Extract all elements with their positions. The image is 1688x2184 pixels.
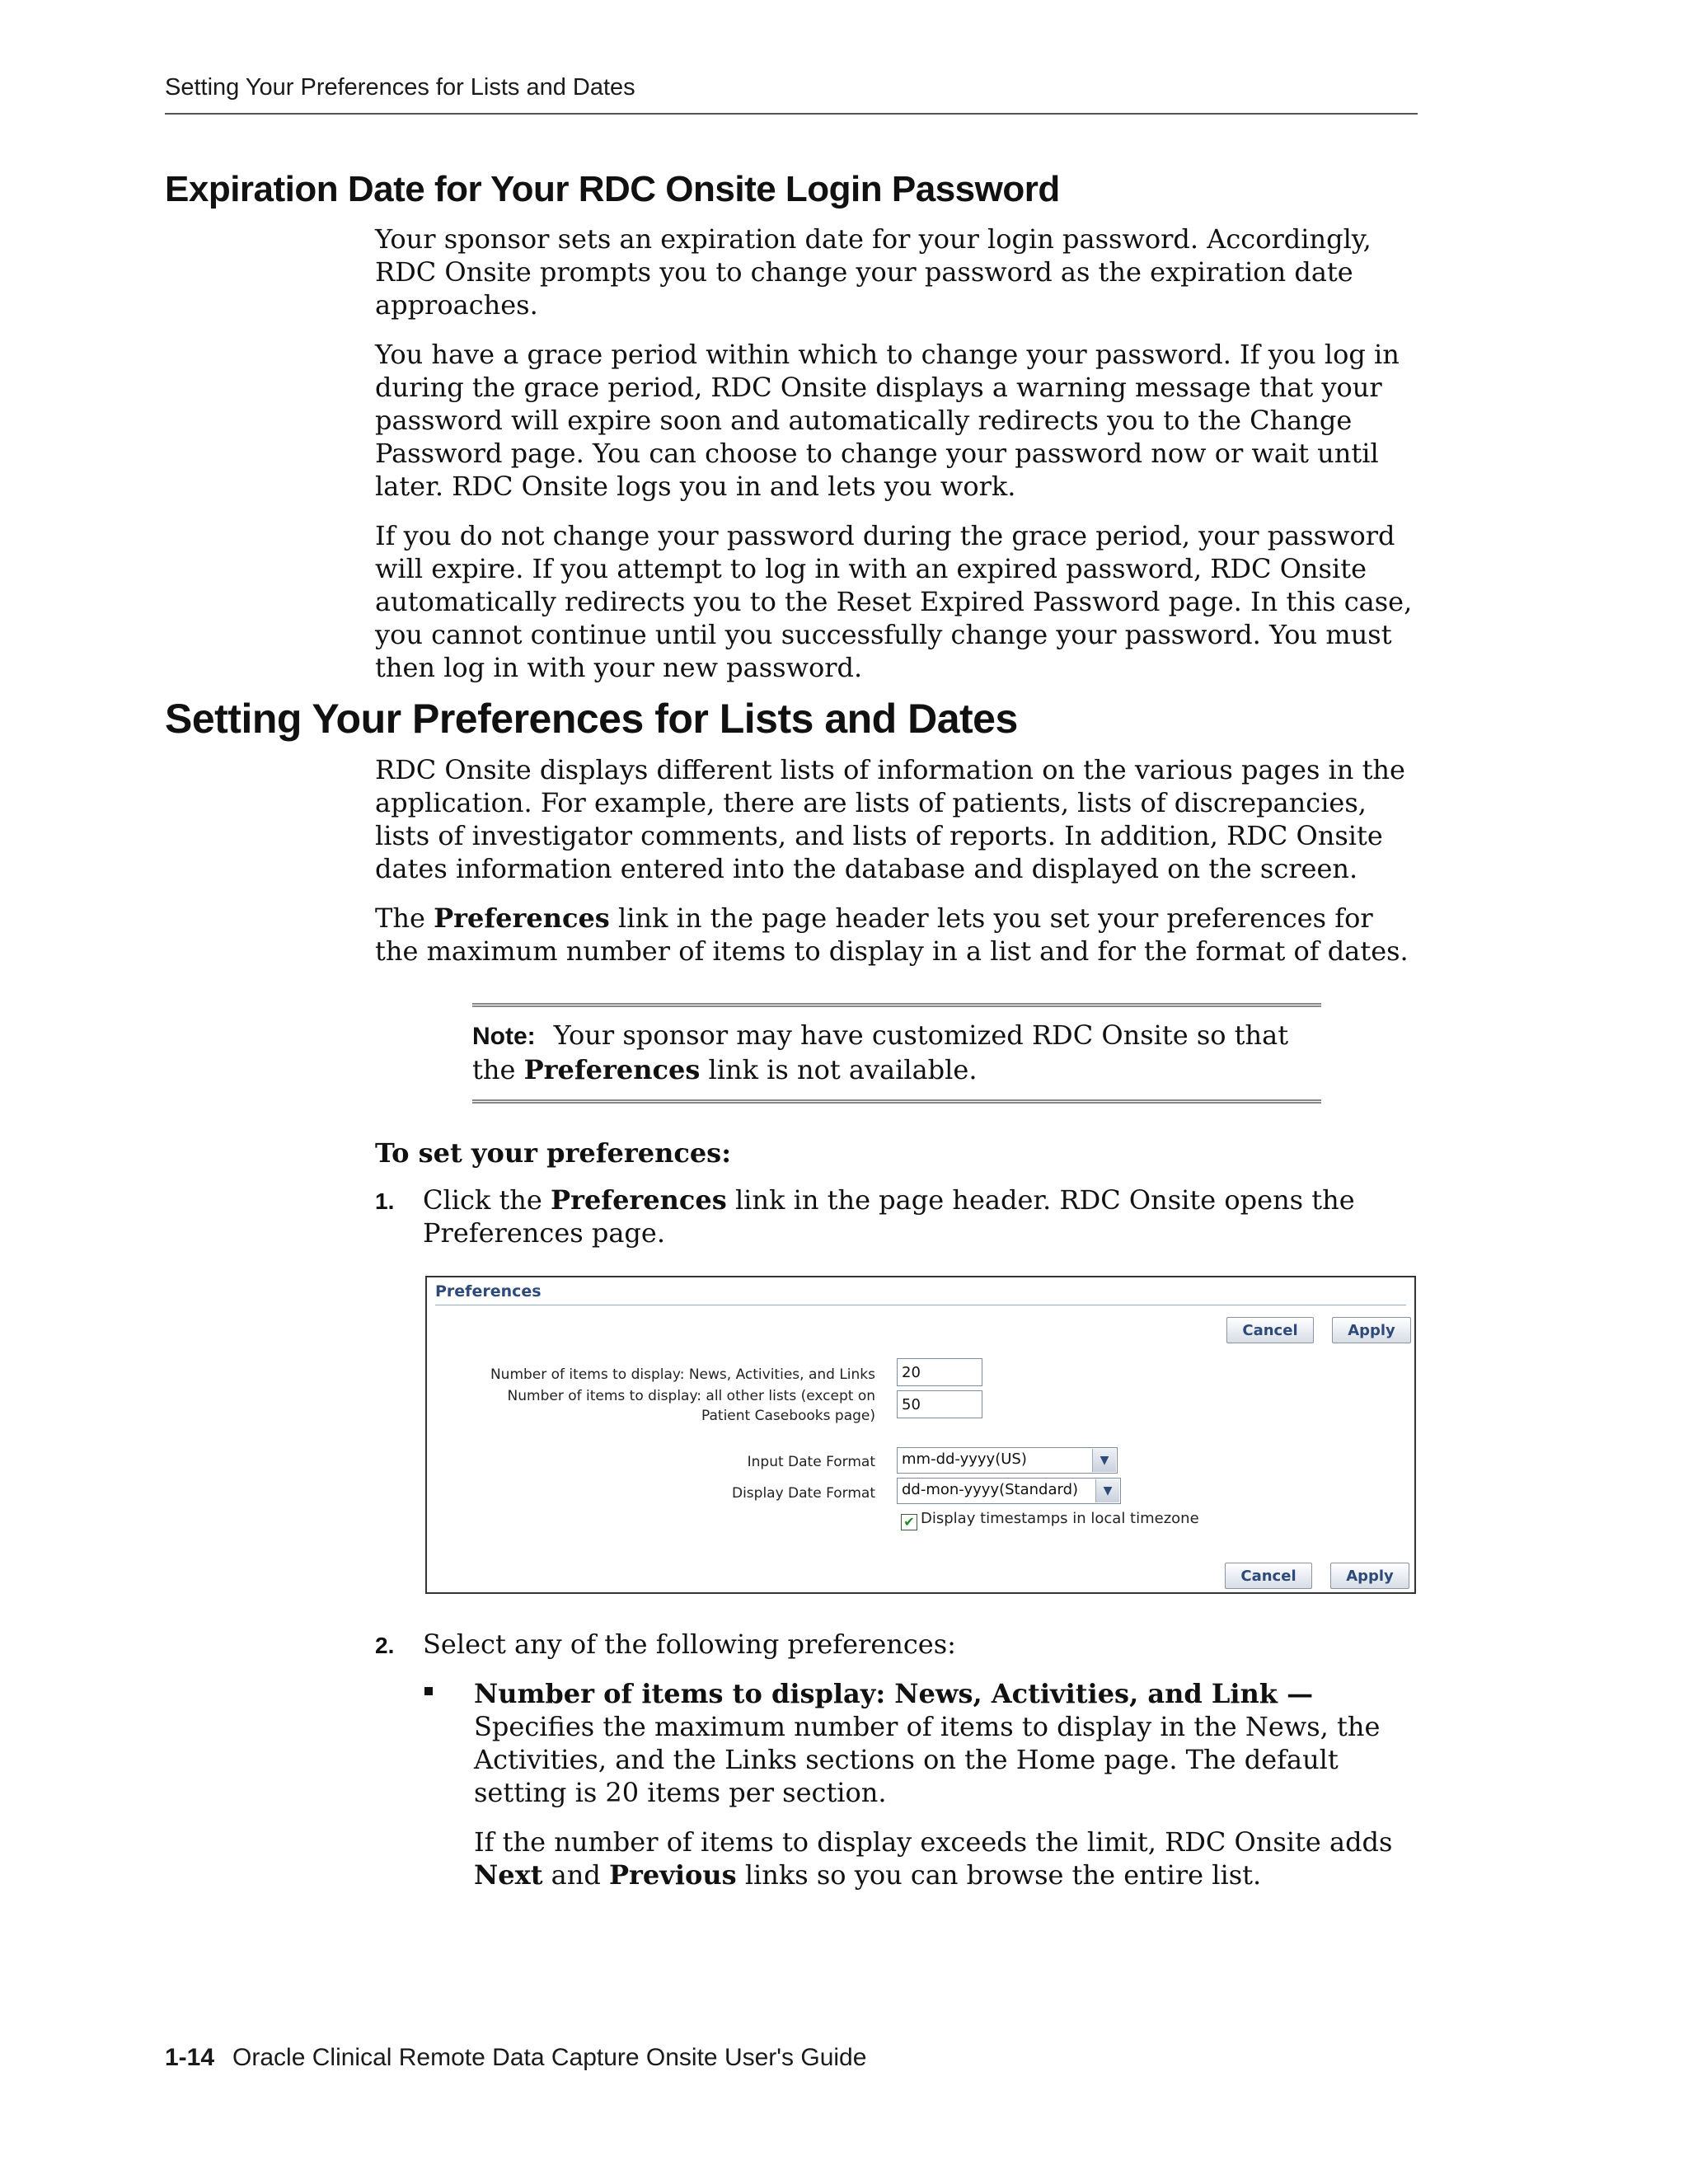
bold-term: Preferences xyxy=(523,1054,701,1085)
section-body-expiration xyxy=(375,223,1418,701)
note-label: Note: xyxy=(472,1023,536,1050)
display-date-format-select[interactable] xyxy=(897,1478,1121,1504)
other-items-label-line1: Number of items to display: all other lists (except on xyxy=(507,1388,875,1404)
procedure-heading: To set your preferences: xyxy=(375,1137,731,1169)
step-number: 2. xyxy=(375,1633,395,1658)
input-date-format-label: Input Date Format xyxy=(747,1454,875,1470)
book-title: Oracle Clinical Remote Data Capture Onsite User's Guide xyxy=(232,2044,867,2071)
news-items-input[interactable] xyxy=(897,1358,982,1386)
timestamp-label: Display timestamps in local timezone xyxy=(921,1510,1199,1527)
bullet-item: Number of items to display: News, Activities, and Link — Specifies the maximum number of items to display in the News, the Activities, and the Links sections on the Home page. The default setting is 20 items per section. If the number of items to display exceeds the limit, RDC Onsite adds Next and Previous links so you can browse the entire list. xyxy=(424,1677,1418,1908)
cancel-button-bottom[interactable]: Cancel xyxy=(1225,1563,1312,1589)
section-heading-expiration: Expiration Date for Your RDC Onsite Login Password xyxy=(165,169,1060,209)
step-2: 2. Select any of the following preferences: xyxy=(375,1628,1418,1661)
display-date-format-label: Display Date Format xyxy=(731,1485,875,1502)
paragraph: If you do not change your password during the grace period, your password will expire. If you attempt to log in with an expired password, RDC Onsite automatically redirects you to the Reset Expired Password page. In this case, you cannot continue until you successfully change your password. You must then log in with your new password. xyxy=(375,520,1413,683)
paragraph: The Preferences link in the page header lets you set your preferences for the maximum number of items to display in a list and for the format of dates. xyxy=(375,902,1409,967)
apply-button-bottom[interactable]: Apply xyxy=(1330,1563,1409,1589)
other-items-label-line2: Patient Casebooks page) xyxy=(701,1408,875,1424)
display-date-format-value: dd-mon-yyyy(Standard) xyxy=(902,1481,1079,1498)
bullet-marker xyxy=(424,1687,433,1695)
cancel-button-top[interactable]: Cancel xyxy=(1226,1317,1314,1343)
section-body-preferences xyxy=(375,753,1418,984)
step-number: 1. xyxy=(375,1188,395,1214)
paragraph: RDC Onsite displays different lists of information on the various pages in the application. For example, there are lists of patients, lists of discrepancies, lists of investigator comments, and lists of reports. In addition, RDC Onsite dates information entered into the database and displayed on the screen. xyxy=(375,754,1405,884)
chevron-down-icon[interactable]: ▼ xyxy=(1092,1449,1116,1472)
timestamp-option xyxy=(901,1510,1199,1530)
timestamp-checkbox[interactable]: ✔ xyxy=(901,1514,917,1530)
other-items-input[interactable] xyxy=(897,1390,982,1418)
input-date-format-select[interactable] xyxy=(897,1447,1118,1474)
bold-term: Preferences xyxy=(434,902,610,934)
input-date-format-value: mm-dd-yyyy(US) xyxy=(902,1451,1027,1468)
apply-button-top[interactable]: Apply xyxy=(1332,1317,1411,1343)
bold-term: Previous xyxy=(608,1859,737,1891)
step-1: 1. Click the Preferences link in the page header. RDC Onsite opens the Preferences page. xyxy=(375,1184,1355,1249)
news-items-label: Number of items to display: News, Activities, and Links xyxy=(490,1366,875,1383)
bold-term: Preferences xyxy=(551,1184,727,1216)
page-footer xyxy=(165,2044,866,2072)
paragraph: You have a grace period within which to change your password. If you log in during the grace period, RDC Onsite displays a warning message that your password will expire soon and automatically redirects you to the Change Password page. You can choose to change your password now or wait until later. RDC Onsite logs you in and lets you work. xyxy=(375,339,1400,502)
section-heading-preferences: Setting Your Preferences for Lists and Dates xyxy=(165,696,1018,742)
bullet-term: Number of items to display: News, Activities, and Link — xyxy=(474,1678,1314,1709)
paragraph: Your sponsor sets an expiration date for your login password. Accordingly, RDC Onsite prompts you to change your password as the expiration date approaches. xyxy=(375,223,1372,321)
running-header: Setting Your Preferences for Lists and Dates xyxy=(165,74,1418,115)
note-box: Note: Your sponsor may have customized RDC Onsite so that the Preferences link is not available. xyxy=(472,1003,1321,1104)
preferences-screenshot xyxy=(425,1276,1416,1594)
bold-term: Next xyxy=(474,1859,543,1891)
page-number: 1-14 xyxy=(165,2044,215,2071)
chevron-down-icon[interactable]: ▼ xyxy=(1095,1479,1119,1502)
preferences-panel-title: Preferences xyxy=(435,1282,1406,1305)
